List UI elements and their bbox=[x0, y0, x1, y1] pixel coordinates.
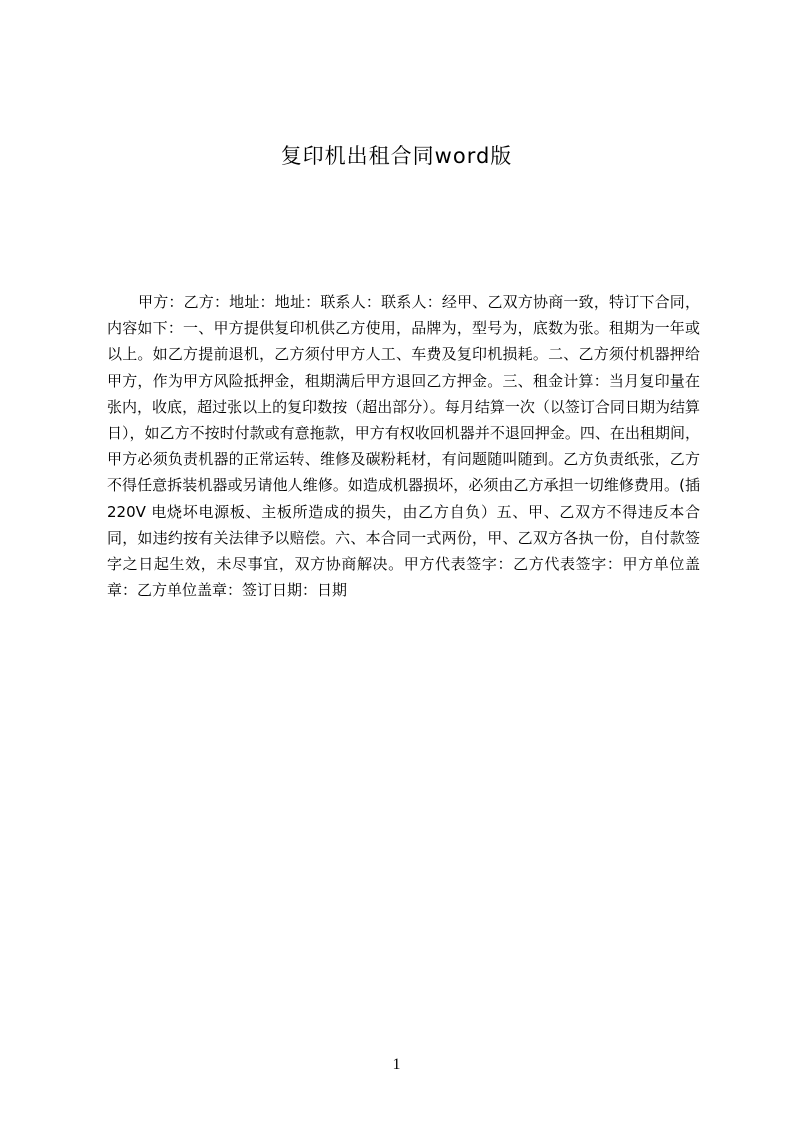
contract-body-paragraph: 甲方：乙方：地址：地址：联系人：联系人：经甲、乙双方协商一致，特订下合同，内容如下：一、甲方提供复印机供乙方使用，品牌为，型号为，底数为张。租期为一年或以上。如乙方提前退机，乙方须付甲方人工、车费及复印机损耗。二、乙方须付机器押给甲方，作为甲方风险抵押金，租期满后甲方退回乙方押金。三、租金计算：当月复印量在张内，收底，超过张以上的复印数按（超出部分）。每月结算一次（以签订合同日期为结算日），如乙方不按时付款或有意拖款，甲方有权收回机器并不退回押金。四、在出租期间，甲方必须负责机器的正常运转、维修及碳粉耗材，有问题随叫随到。乙方负责纸张，乙方不得任意拆装机器或另请他人维修。如造成机器损坏，必须由乙方承担一切维修费用。(插 220V 电烧坏电源板、主板所造成的损失，由乙方自负）五、甲、乙双方不得违反本合同，如违约按有关法律予以赔偿。六、本合同一式两份，甲、乙双方各执一份，自付款签字之日起生效，未尽事宜，双方协商解决。甲方代表签字：乙方代表签字：甲方单位盖章：乙方单位盖章：签订日期：日期 bbox=[107, 293, 700, 600]
page-number: 1 bbox=[392, 1056, 401, 1073]
document-title: 复印机出租合同word版 bbox=[280, 144, 513, 168]
